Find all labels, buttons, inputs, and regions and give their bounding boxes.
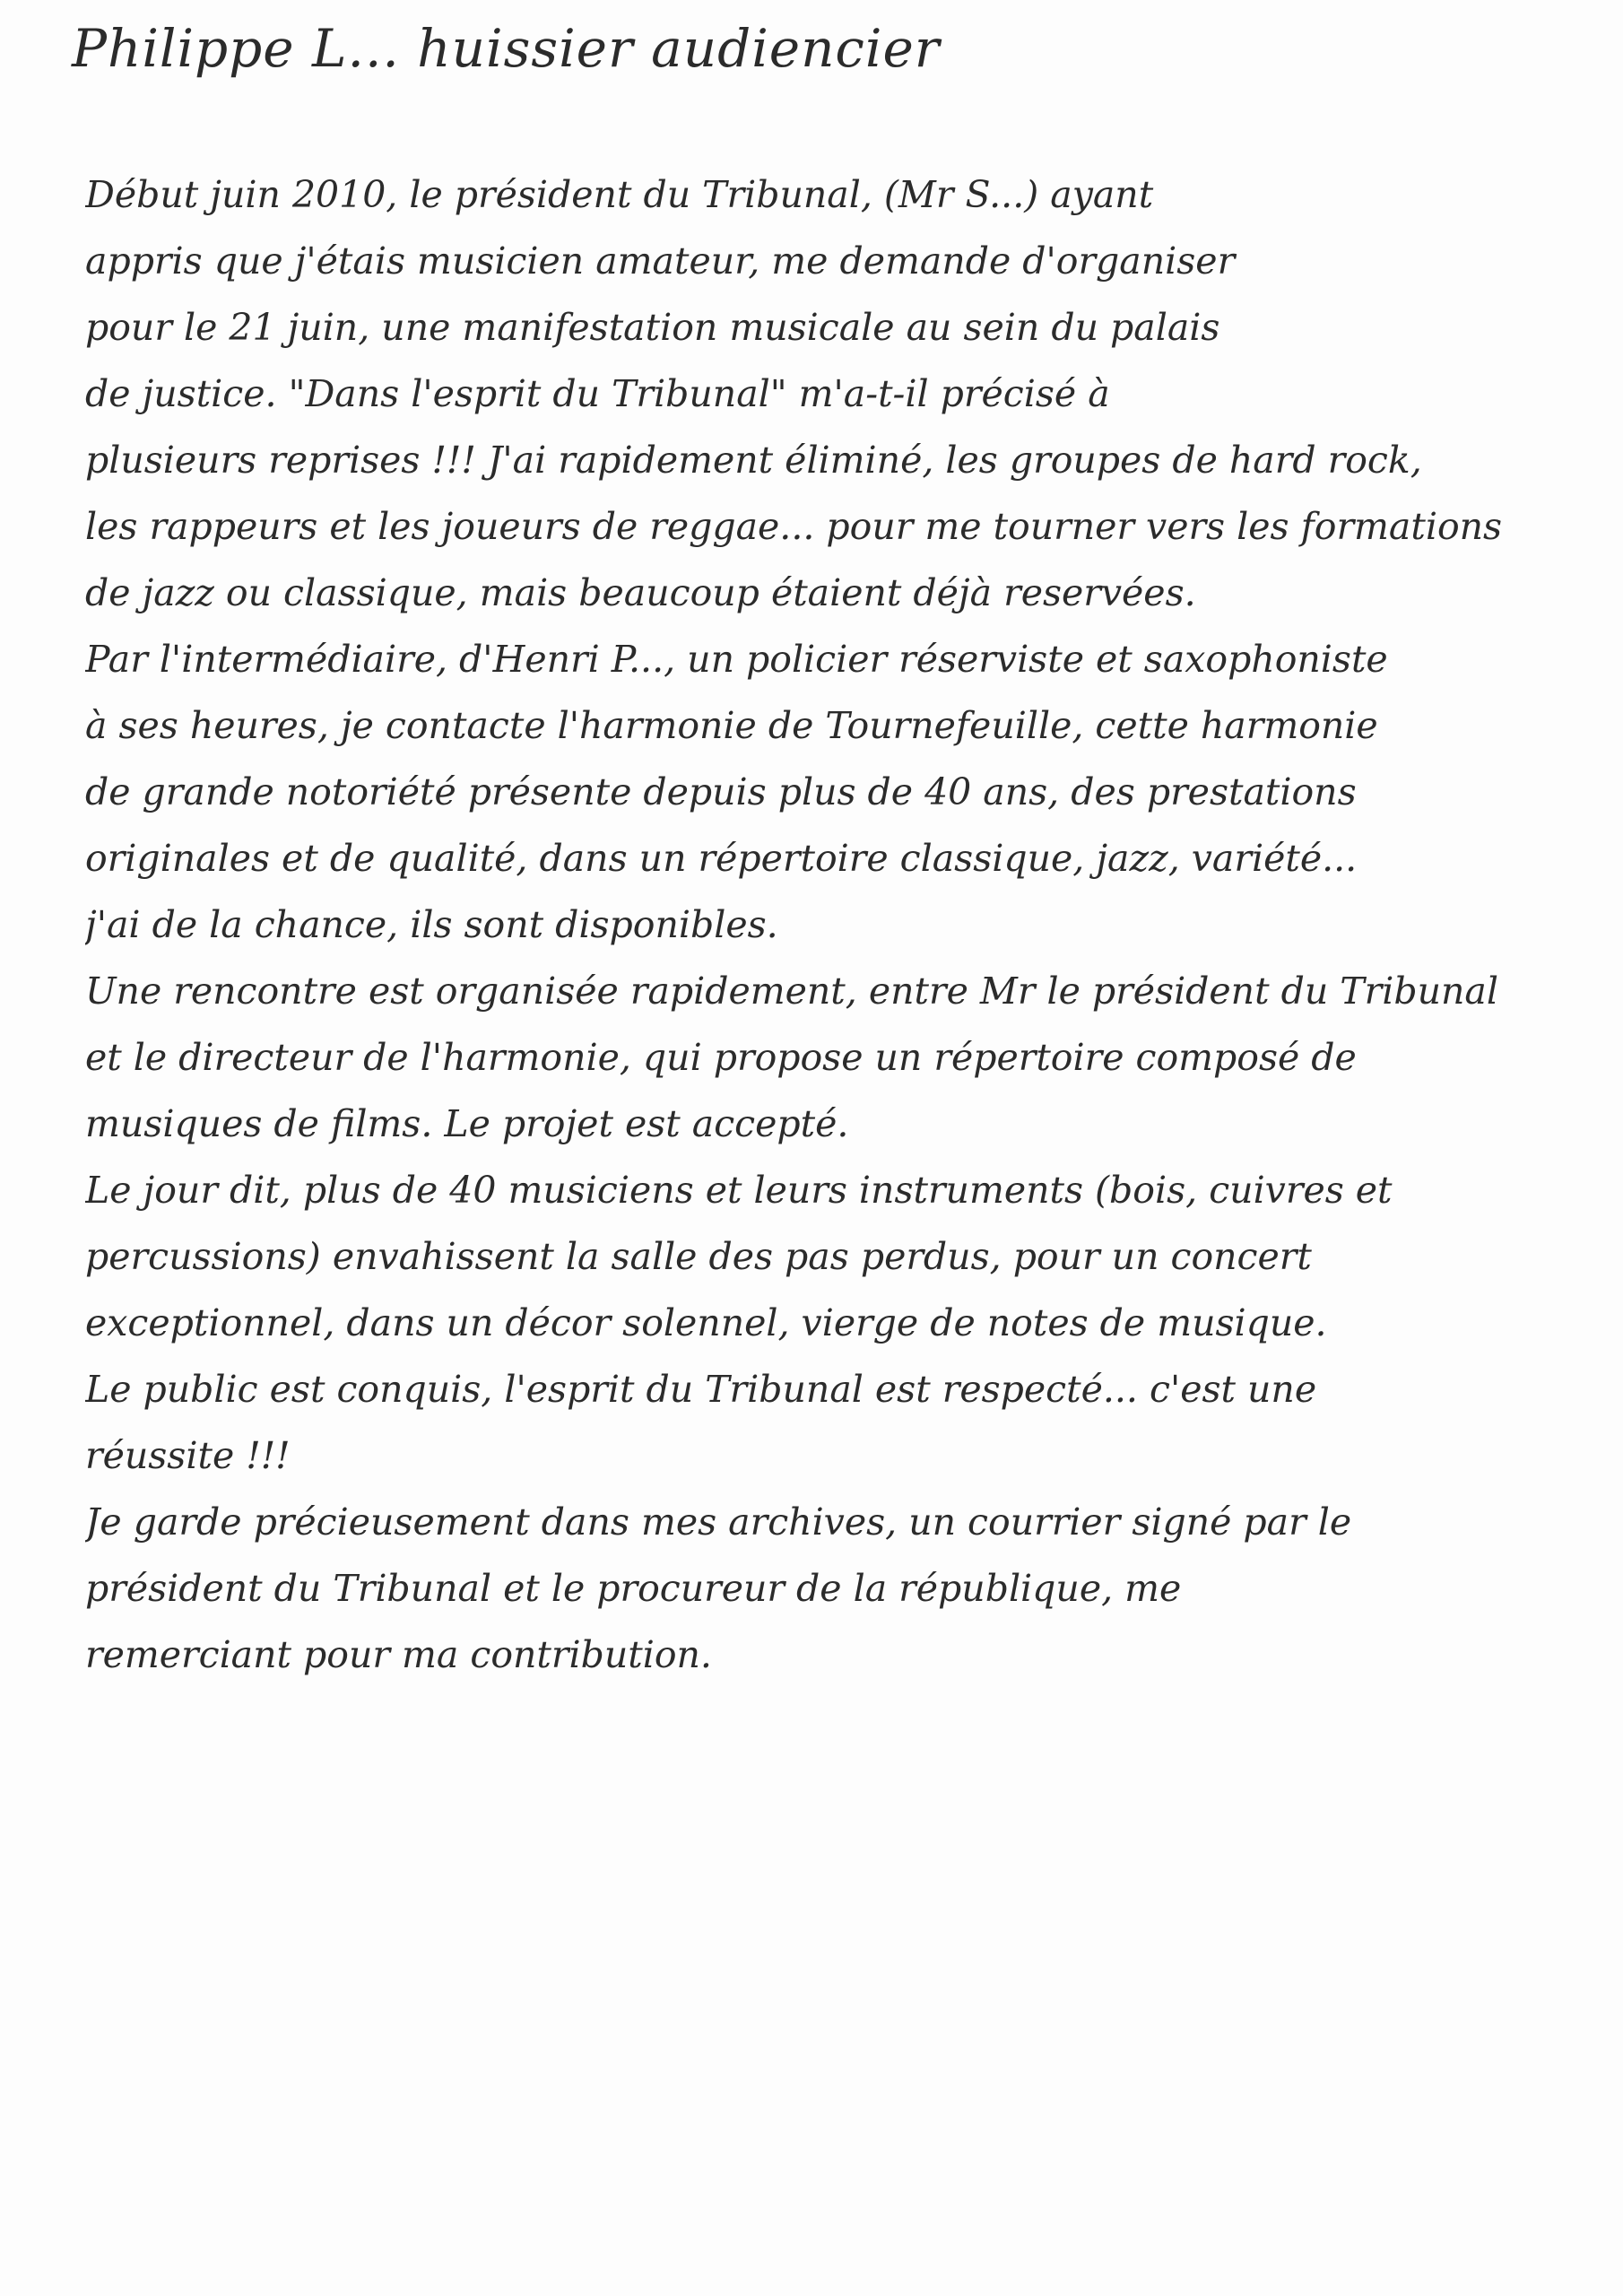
letter-line: remerciant pour ma contribution.: [85, 1633, 712, 1676]
letter-line: de jazz ou classique, mais beaucoup étaient déjà reservées.: [85, 571, 1196, 614]
letter-line: Le public est conquis, l'esprit du Tribunal est respecté... c'est une: [85, 1368, 1317, 1411]
letter-line: de grande notoriété présente depuis plus de 40 ans, des prestations: [85, 770, 1357, 813]
letter-line: à ses heures, je contacte l'harmonie de Tournefeuille, cette harmonie: [85, 704, 1378, 747]
letter-line: Début juin 2010, le président du Tribunal, (Mr S...) ayant: [85, 173, 1154, 216]
letter-line: Je garde précieusement dans mes archives, un courrier signé par le: [85, 1500, 1352, 1544]
letter-line: j'ai de la chance, ils sont disponibles.: [85, 903, 778, 946]
letter-line: pour le 21 juin, une manifestation musicale au sein du palais: [85, 306, 1220, 349]
letter-line: Le jour dit, plus de 40 musiciens et leurs instruments (bois, cuivres et: [85, 1169, 1393, 1212]
letter-line: de justice. "Dans l'esprit du Tribunal" m'a-t-il précisé à: [85, 372, 1110, 415]
letter-line: plusieurs reprises !!! J'ai rapidement éliminé, les groupes de hard rock,: [85, 439, 1422, 482]
letter-line: président du Tribunal et le procureur de la république, me: [85, 1567, 1182, 1610]
author-heading: Philippe L... huissier audiencier: [72, 18, 941, 79]
letter-line: les rappeurs et les joueurs de reggae... pour me tourner vers les formations: [85, 505, 1503, 548]
letter-line: originales et de qualité, dans un répertoire classique, jazz, variété...: [85, 837, 1358, 880]
letter-line: exceptionnel, dans un décor solennel, vierge de notes de musique.: [85, 1301, 1327, 1344]
letter-line: et le directeur de l'harmonie, qui propose un répertoire composé de: [85, 1036, 1357, 1079]
letter-line: musiques de films. Le projet est accepté.: [85, 1102, 849, 1145]
letter-line: Par l'intermédiaire, d'Henri P..., un policier réserviste et saxophoniste: [85, 638, 1388, 681]
letter-line: réussite !!!: [85, 1434, 291, 1477]
letter-line: percussions) envahissent la salle des pas perdus, pour un concert: [85, 1235, 1312, 1278]
letter-line: appris que j'étais musicien amateur, me demande d'organiser: [85, 239, 1236, 283]
letter-line: Une rencontre est organisée rapidement, entre Mr le président du Tribunal: [85, 970, 1498, 1013]
letter-body: [85, 161, 1565, 1688]
